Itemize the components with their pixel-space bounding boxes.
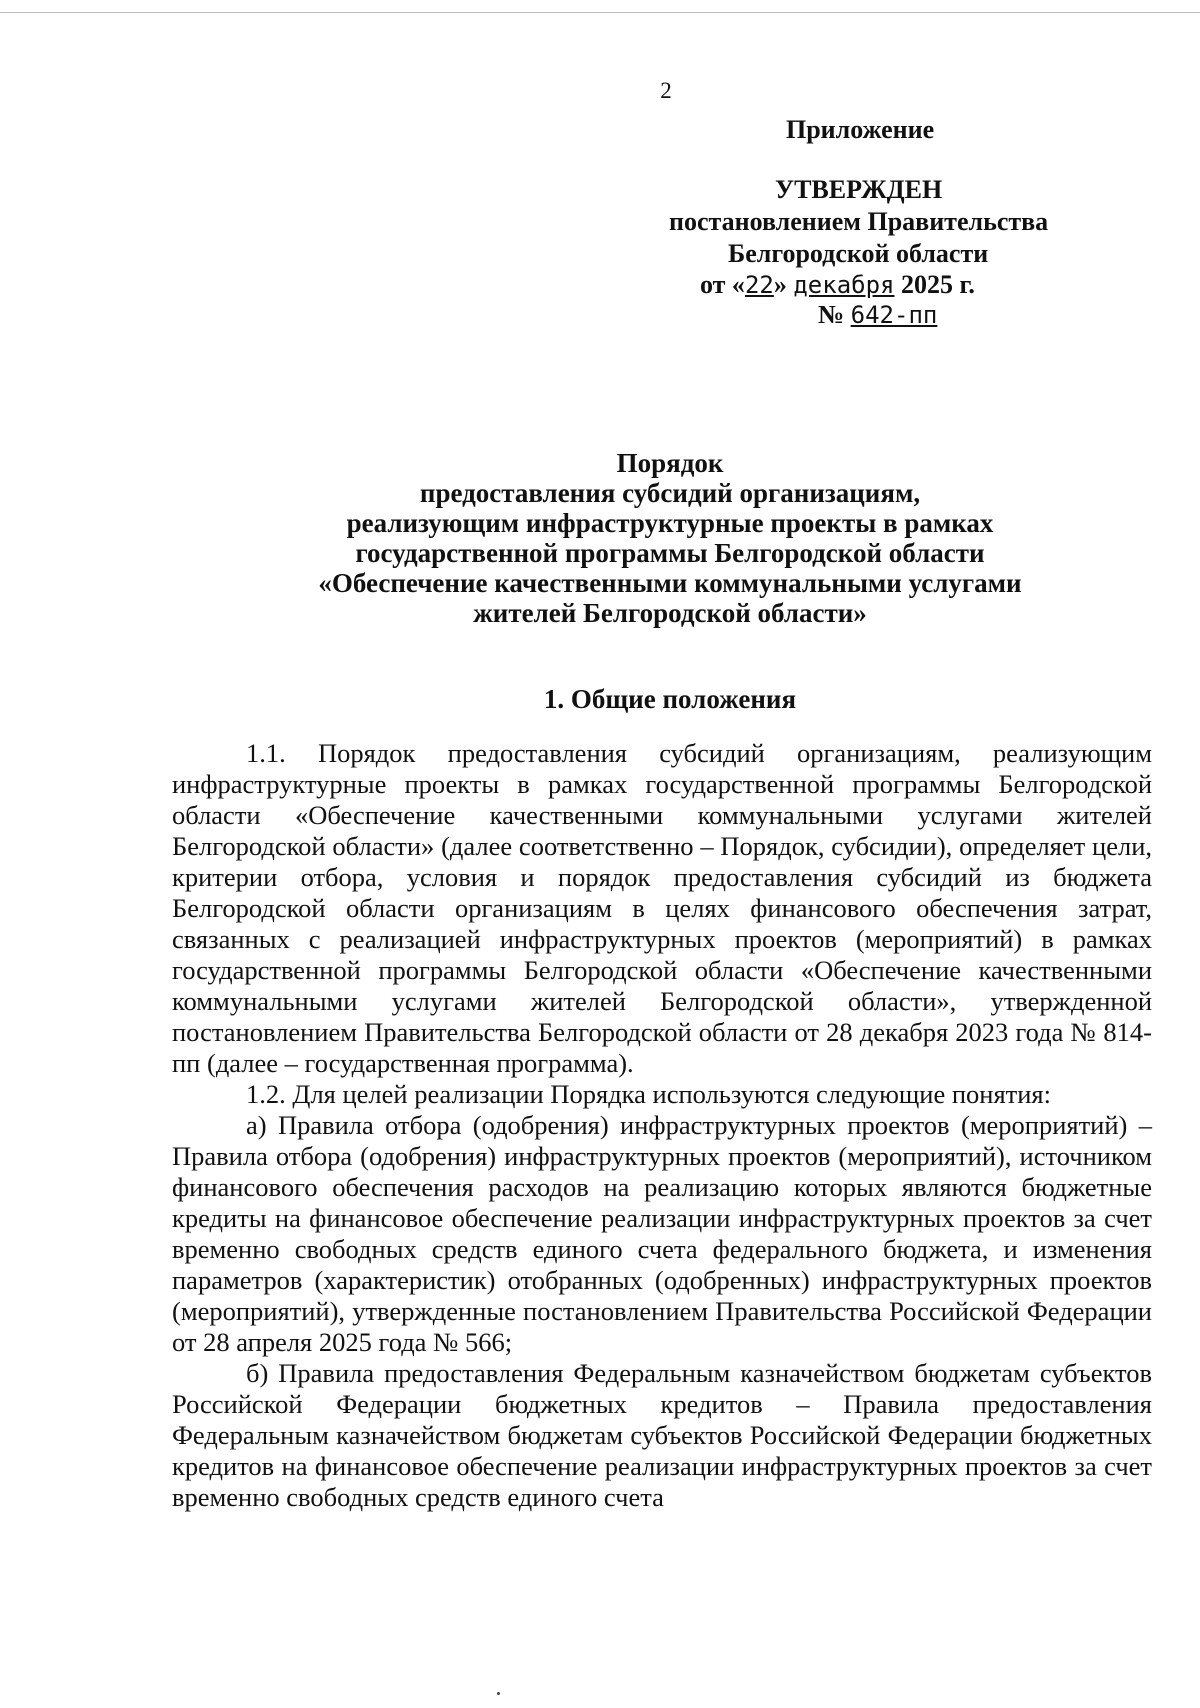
number-prefix: № [818, 300, 845, 329]
date-mid: » [773, 270, 787, 299]
document-body [172, 738, 1152, 1513]
approved-stamp-heading: УТВЕРЖДЕН [775, 175, 943, 204]
title-line: Порядок [616, 448, 724, 478]
date-day: 22 [744, 271, 774, 299]
number-value: 642-пп [850, 301, 938, 329]
document-title [160, 448, 1180, 628]
page-top-border [0, 12, 1200, 13]
approval-date [700, 268, 975, 302]
approved-by-line1: постановлением Правительства [669, 207, 1049, 236]
title-line: жителей Белгородской области» [473, 598, 867, 628]
date-year: 2025 г. [901, 270, 975, 299]
section-heading: 1. Общие положения [543, 684, 797, 714]
paragraph-a: а) Правила отбора (одобрения) инфраструктурных проектов (мероприятий) – Правила отбора (одобрения) инфраструктурных проектов (мероприятий), источником финансового обеспечения расходов на реализацию которых являются бюджетные кредиты на финансовое обеспечение реализации инфраструктурных проектов за счет временно свободных средств единого счета федерального бюджета, и изменения параметров (характеристик) отобранных (одобренных) инфраструктурных проектов (мероприятий), утвержденные постановлением Правительства Российской Федерации от 28 апреля 2025 года № 566; [172, 1110, 1152, 1357]
appendix-label: Приложение [786, 115, 935, 144]
paragraph-1-1: 1.1. Порядок предоставления субсидий организациям, реализующим инфраструктурные проекты в рамках государственной программы Белгородской области «Обеспечение качественными коммунальными услугами жителей Белгородской области» (далее соответственно – Порядок, субсидии), определяет цели, критерии отбора, условия и порядок предоставления субсидий из бюджета Белгородской области организациям в целях финансового обеспечения затрат, связанных с реализацией инфраструктурных проектов (мероприятий) в рамках государственной программы Белгородской области «Обеспечение качественными коммунальными услугами жителей Белгородской области», утвержденной постановлением Правительства Белгородской области от 28 декабря 2023 года № 814-пп (далее – государственная программа). [172, 738, 1152, 1078]
title-line: государственной программы Белгородской области [355, 538, 985, 568]
title-line: «Обеспечение качественными коммунальными услугами [318, 568, 1022, 598]
page-number: 2 [660, 78, 672, 103]
approval-number [818, 298, 937, 332]
approved-by-line2: Белгородской области [728, 239, 989, 268]
date-prefix: от « [700, 270, 745, 299]
title-line: предоставления субсидий организациям, [419, 478, 921, 508]
date-month: декабря [793, 271, 895, 299]
paragraph-b: б) Правила предоставления Федеральным казначейством бюджетам субъектов Российской Федерации бюджетных кредитов – Правила предоставления Федеральным казначейством бюджетам субъектов Российской Федерации бюджетных кредитов на финансовое обеспечение реализации инфраструктурных проектов за счет временно свободных средств единого счета [172, 1358, 1152, 1512]
scan-speck [497, 1692, 500, 1695]
paragraph-1-2: 1.2. Для целей реализации Порядка используются следующие понятия: [246, 1079, 1051, 1109]
title-line: реализующим инфраструктурные проекты в рамках [346, 508, 994, 538]
